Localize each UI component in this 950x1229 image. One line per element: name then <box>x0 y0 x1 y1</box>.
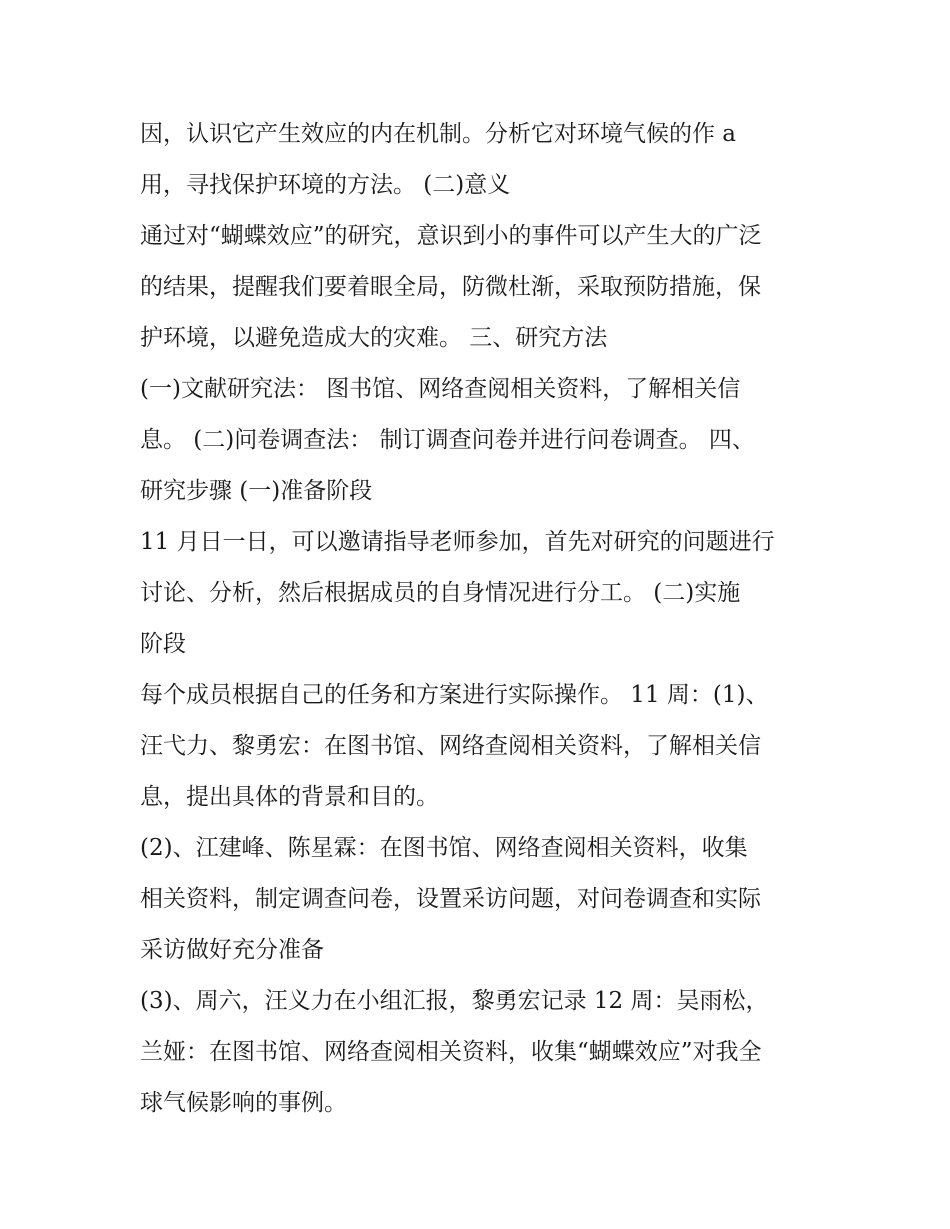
text-line: 采访做好充分准备 <box>140 937 324 963</box>
text-line: 每个成员根据自己的任务和方案进行实际操作。 11 周：(1)、 <box>140 682 769 708</box>
text-line: 息，提出具体的背景和目的。 <box>140 784 439 810</box>
document-body <box>140 109 820 1129</box>
text-line: 汪弋力、黎勇宏：在图书馆、网络查阅相关资料，了解相关信 <box>140 733 761 759</box>
text-line: 球气候影响的事例。 <box>140 1090 347 1116</box>
text-line: 讨论、分析，然后根据成员的自身情况进行分工。 (二)实施 <box>140 580 741 606</box>
text-line: 研究步骤 (一)准备阶段 <box>140 478 373 504</box>
text-line: 通过对“蝴蝶效应”的研究，意识到小的事件可以产生大的广泛 <box>140 223 762 249</box>
text-line: 护环境，以避免造成大的灾难。 三、研究方法 <box>140 325 608 351</box>
text-line: (3)、周六，汪义力在小组汇报，黎勇宏记录 12 周：吴雨松， <box>140 988 769 1014</box>
text-line: 兰娅：在图书馆、网络查阅相关资料，收集“蝴蝶效应”对我全 <box>140 1039 762 1065</box>
text-line: 息。 (二)问卷调查法： 制订调查问卷并进行问卷调查。 四、 <box>140 427 755 453</box>
text-line: 用，寻找保护环境的方法。 (二)意义 <box>140 172 511 198</box>
text-line: 11 月日一日，可以邀请指导老师参加，首先对研究的问题进行 <box>140 529 775 555</box>
text-line: 的结果，提醒我们要着眼全局，防微杜渐，采取预防措施，保 <box>140 274 761 300</box>
text-line: 相关资料，制定调查问卷，设置采访问题，对问卷调查和实际 <box>140 886 761 912</box>
text-line: (一)文献研究法： 图书馆、网络查阅相关资料，了解相关信 <box>140 376 741 402</box>
text-line: (2)、江建峰、陈星霖：在图书馆、网络查阅相关资料，收集 <box>140 835 748 861</box>
text-line: 因，认识它产生效应的内在机制。分析它对环境气候的作 a <box>140 121 737 147</box>
text-line: 阶段 <box>140 631 186 657</box>
